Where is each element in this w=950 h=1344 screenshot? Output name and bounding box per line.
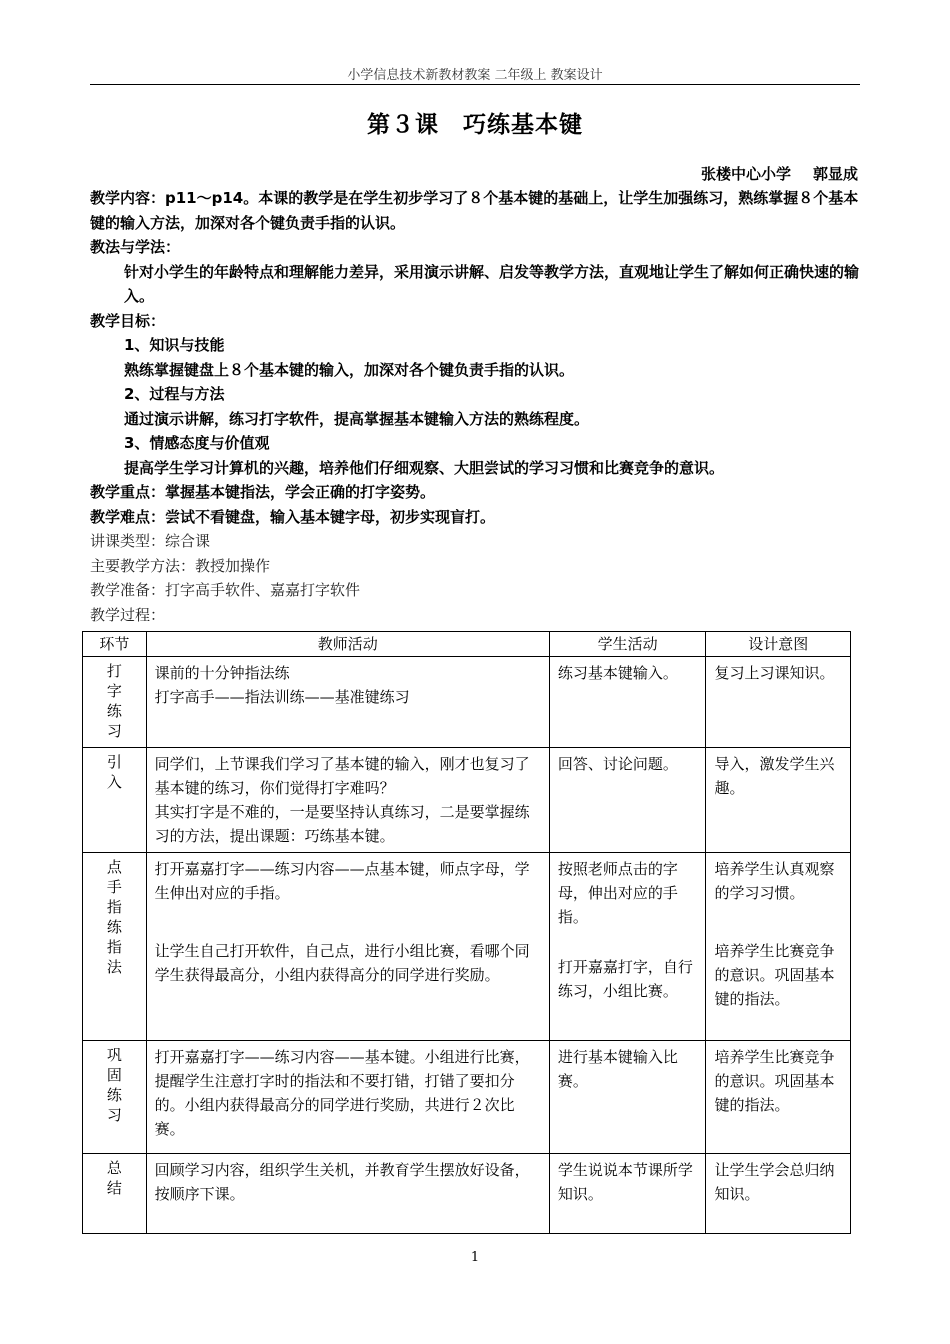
goals-label: 教学目标： bbox=[90, 311, 166, 330]
teacher-activity-line: 让学生自己打开软件，自己点，进行小组比赛，看哪个同学生获得最高分，小组内获得高分的同学进行奖励。 bbox=[154, 942, 530, 984]
author-line bbox=[701, 163, 858, 184]
teacher-activity-cell bbox=[146, 1041, 549, 1154]
segment-cell: 巩固练习 bbox=[83, 1041, 147, 1154]
goal1-title: 1、知识与技能 bbox=[124, 336, 225, 354]
design-intent-cell: 复习上习课知识。 bbox=[706, 657, 851, 748]
lesson-type: 讲课类型：综合课 bbox=[90, 532, 211, 550]
methods-label: 教法与学法： bbox=[90, 238, 181, 256]
goal3-title: 3、情感态度与价值观 bbox=[124, 434, 270, 452]
design-intent-cell: 导入，激发学生兴趣。 bbox=[706, 748, 851, 853]
spacer bbox=[558, 929, 698, 955]
teacher-activity-line: 课前的十分钟指法练 bbox=[154, 664, 290, 682]
teacher-activity-line: 打开嘉嘉打字——练习内容——基本键。小组进行比赛，提醒学生注意打字时的指法和不要打错，打错了要扣分的。小组内获得最高分的同学进行奖励，共进行２次比赛。 bbox=[154, 1048, 530, 1138]
column-header: 学生活动 bbox=[549, 632, 706, 657]
design-intent-cell bbox=[706, 853, 851, 1041]
teaching-process-table bbox=[82, 631, 851, 1234]
teaching-content: 教学内容：p11～p14。本课的教学是在学生初步学习了８个基本键的基础上，让学生加强练习，熟练掌握８个基本键的输入方法，加深对各个键负责手指的认识。 bbox=[90, 189, 859, 232]
process-label: 教学过程： bbox=[90, 605, 166, 624]
teacher-activity-cell bbox=[146, 748, 549, 853]
segment-cell: 总结 bbox=[83, 1154, 147, 1234]
column-header: 环节 bbox=[83, 632, 147, 657]
table-row bbox=[83, 1154, 851, 1234]
table-row bbox=[83, 657, 851, 748]
student-activity-line: 打开嘉嘉打字，自行练习，小组比赛。 bbox=[557, 958, 693, 1000]
page-header: 小学信息技术新教材教案 二年级上 教案设计 bbox=[347, 68, 603, 83]
goal1-text: 熟练掌握键盘上８个基本键的输入，加深对各个键负责手指的认识。 bbox=[124, 360, 575, 379]
column-header: 教师活动 bbox=[146, 632, 549, 657]
teacher-activity-line: 同学们，上节课我们学习了基本键的输入，刚才也复习了基本键的练习，你们觉得打字难吗？ bbox=[154, 755, 530, 797]
column-header: 设计意图 bbox=[706, 632, 851, 657]
table-row bbox=[83, 1041, 851, 1154]
student-activity-line: 按照老师点击的字母，伸出对应的手指。 bbox=[557, 860, 678, 926]
teacher-activity-cell bbox=[146, 853, 549, 1041]
teacher-activity-cell bbox=[146, 1154, 549, 1234]
goal3-text: 提高学生学习计算机的兴趣，培养他们仔细观察、大胆尝试的学习习惯和比赛竞争的意识。 bbox=[124, 458, 725, 477]
goal2-title: 2、过程与方法 bbox=[124, 385, 225, 403]
spacer bbox=[155, 905, 541, 939]
segment-cell: 引入 bbox=[83, 748, 147, 853]
segment-cell: 点手指练指法 bbox=[83, 853, 147, 1041]
page-number: 1 bbox=[470, 1250, 480, 1265]
student-activity-cell: 进行基本键输入比赛。 bbox=[549, 1041, 706, 1154]
goal2-text: 通过演示讲解，练习打字软件，提高掌握基本键输入方法的熟练程度。 bbox=[124, 409, 590, 428]
teacher-activity-cell bbox=[146, 657, 549, 748]
student-activity-cell: 学生说说本节课所学知识。 bbox=[549, 1154, 706, 1234]
table-row bbox=[83, 853, 851, 1041]
teacher-activity-line: 打字高手——指法训练——基准键练习 bbox=[154, 688, 410, 706]
teacher-activity-line: 其实打字是不难的，一是要坚持认真练习，二是要掌握练习的方法，提出课题：巧练基本键。 bbox=[154, 803, 530, 845]
design-intent-line: 培养学生认真观察的学习习惯。 bbox=[714, 860, 835, 902]
teacher-activity-line: 打开嘉嘉打字——练习内容——点基本键，师点字母，学生伸出对应的手指。 bbox=[154, 860, 530, 902]
preparation: 教学准备：打字高手软件、嘉嘉打字软件 bbox=[90, 581, 361, 599]
spacer bbox=[714, 905, 842, 939]
methods-text: 针对小学生的年龄特点和理解能力差异，采用演示讲解、启发等教学方法，直观地让学生了解如何正确快速的输入。 bbox=[124, 262, 860, 305]
student-activity-cell: 回答、讨论问题。 bbox=[549, 748, 706, 853]
teacher-activity-line: 回顾学习内容，组织学生关机，并教育学生摆放好设备，按顺序下课。 bbox=[154, 1161, 530, 1203]
design-intent-line: 培养学生比赛竞争的意识。巩固基本键的指法。 bbox=[714, 942, 835, 1008]
table-header-row bbox=[83, 632, 851, 657]
segment-cell: 打字练习 bbox=[83, 657, 147, 748]
design-intent-cell: 培养学生比赛竞争的意识。巩固基本键的指法。 bbox=[706, 1041, 851, 1154]
lesson-body bbox=[90, 186, 862, 627]
author-school: 张楼中心小学 bbox=[700, 165, 791, 183]
key-point: 教学重点：掌握基本键指法，学会正确的打字姿势。 bbox=[90, 483, 436, 501]
difficulty: 教学难点：尝试不看键盘，输入基本键字母，初步实现盲打。 bbox=[90, 507, 496, 526]
main-method: 主要教学方法：教授加操作 bbox=[90, 556, 271, 575]
student-activity-cell: 练习基本键输入。 bbox=[549, 657, 706, 748]
lesson-title: 第３课 巧练基本键 bbox=[367, 112, 583, 138]
student-activity-cell bbox=[549, 853, 706, 1041]
design-intent-cell: 让学生学会总归纳知识。 bbox=[706, 1154, 851, 1234]
table-row bbox=[83, 748, 851, 853]
header-divider bbox=[90, 84, 860, 85]
author-name: 郭显成 bbox=[812, 165, 858, 183]
